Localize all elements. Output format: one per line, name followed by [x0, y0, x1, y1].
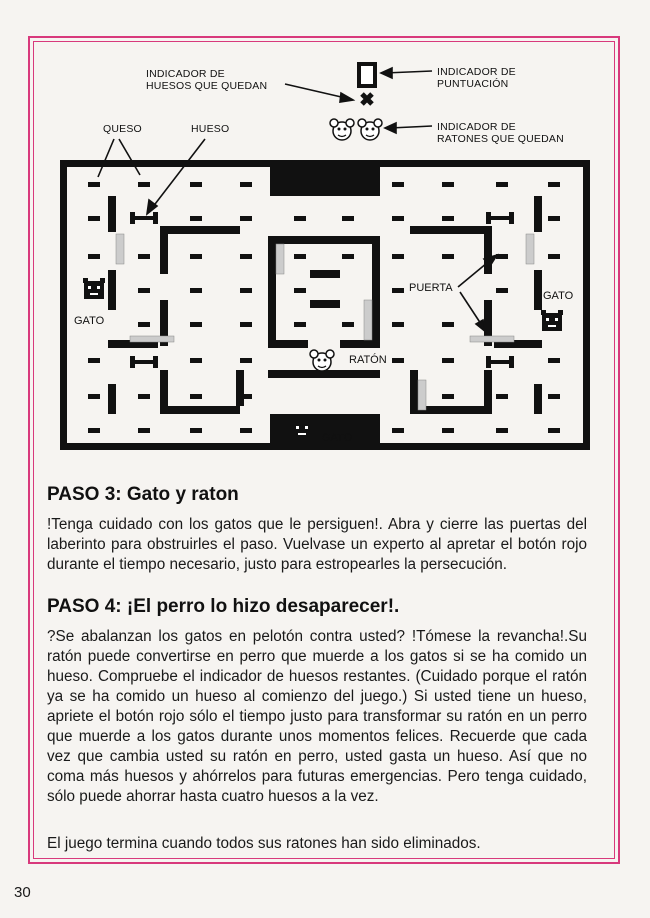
maze-walls [60, 160, 590, 450]
maze-bone-icons [130, 212, 514, 368]
callout-score: INDICADOR DE PUNTUACIÓN [437, 66, 516, 90]
label-puerta: PUERTA [409, 282, 453, 294]
section-heading-paso-3: PASO 3: Gato y raton [47, 484, 239, 505]
bone-indicator-icon [362, 94, 372, 104]
mice-remaining-icons [330, 119, 382, 140]
callout-mice-left: INDICADOR DE RATONES QUE QUEDAN [437, 121, 564, 145]
section-text-paso-4: ?Se abalanzan los gatos en pelotón contra usted? !Tómese la revancha!.Su ratón puede convertirse en perro que muerde a los gatos si se ha comido un hueso. Compruebe el indicador de huesos restantes. (Cuidado porque el ratón ya se ha comido un hueso al comienzo del juego.) Si usted tiene un hueso, apriete el botón rojo sólo el tiempo justo para transformar su ratón en un perro que muerde a los gatos durante unos momentos felices. Recuerde que cada vez que cambia usted su ratón en perro, usted gasta un hueso. Así que no coma más huesos y ahórrelos para futuras emergencias. Pero tenga cuidado, sólo puede ahorrar hasta cuatro huesos a la vez. [47, 628, 587, 805]
callout-bones-left: INDICADOR DE HUESOS QUE QUEDAN [146, 68, 268, 92]
mouse-icon [310, 350, 334, 371]
maze-doors [116, 234, 534, 410]
label-raton: RATÓN [349, 354, 387, 366]
label-gato-bottom: GATO [322, 432, 353, 444]
closing-text: El juego termina cuando todos sus ratones han sido eliminados. [47, 835, 481, 852]
score-indicator-icon [359, 64, 375, 86]
section-text-paso-3: !Tenga cuidado con los gatos que le persiguen!. Abra y cierre las puertas del laberinto para obstruirles el paso. Vuelvase un experto al apretar el botón rojo durante el tiempo necesario, justo para estropearles la persecución. [47, 516, 587, 573]
page-number: 30 [14, 884, 31, 901]
label-gato-left: GATO [74, 315, 105, 327]
section-heading-paso-4: PASO 4: ¡El perro lo hizo desaparecer!. [47, 596, 400, 617]
callout-cheese: QUESO [103, 123, 142, 135]
callout-bone: HUESO [191, 123, 230, 135]
label-gato-right: GATO [543, 290, 574, 302]
